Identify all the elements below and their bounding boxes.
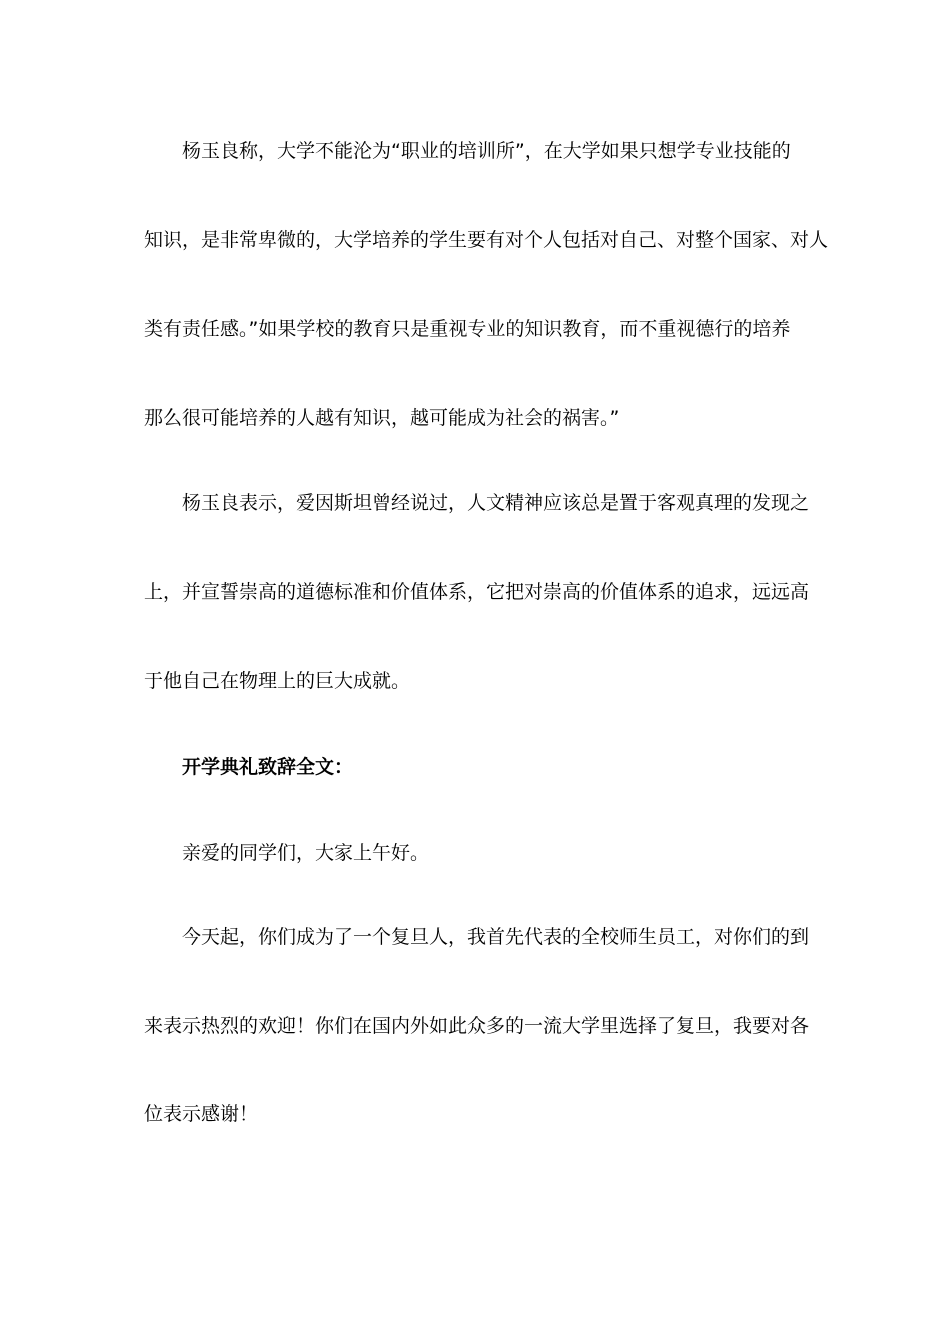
paragraph-1-line-2: 知识，是非常卑微的，大学培养的学生要有对个人包括对自己、对整个国家、对人 — [144, 229, 829, 251]
paragraph-4-line-1: 今天起，你们成为了一个复旦人，我首先代表的全校师生员工，对你们的到 — [182, 926, 810, 948]
paragraph-2-line-2: 上，并宣誓崇高的道德标准和价值体系，它把对崇高的价值体系的追求，远远高 — [144, 581, 810, 603]
section-heading: 开学典礼致辞全文： — [182, 756, 354, 778]
paragraph-2-line-1: 杨玉良表示，爱因斯坦曾经说过，人文精神应该总是置于客观真理的发现之 — [182, 492, 810, 514]
paragraph-4-line-2: 来表示热烈的欢迎！你们在国内外如此众多的一流大学里选择了复旦，我要对各 — [144, 1015, 810, 1037]
paragraph-2-line-3: 于他自己在物理上的巨大成就。 — [144, 670, 411, 692]
paragraph-1-line-3: 类有责任感。”如果学校的教育只是重视专业的知识教育，而不重视德行的培养 — [144, 318, 791, 340]
paragraph-1-line-1: 杨玉良称，大学不能沦为“职业的培训所”，在大学如果只想学专业技能的 — [182, 140, 791, 162]
paragraph-1-line-4: 那么很可能培养的人越有知识，越可能成为社会的祸害。” — [144, 407, 620, 429]
paragraph-3-line-1: 亲爱的同学们，大家上午好。 — [182, 842, 430, 864]
paragraph-4-line-3: 位表示感谢！ — [144, 1103, 259, 1125]
